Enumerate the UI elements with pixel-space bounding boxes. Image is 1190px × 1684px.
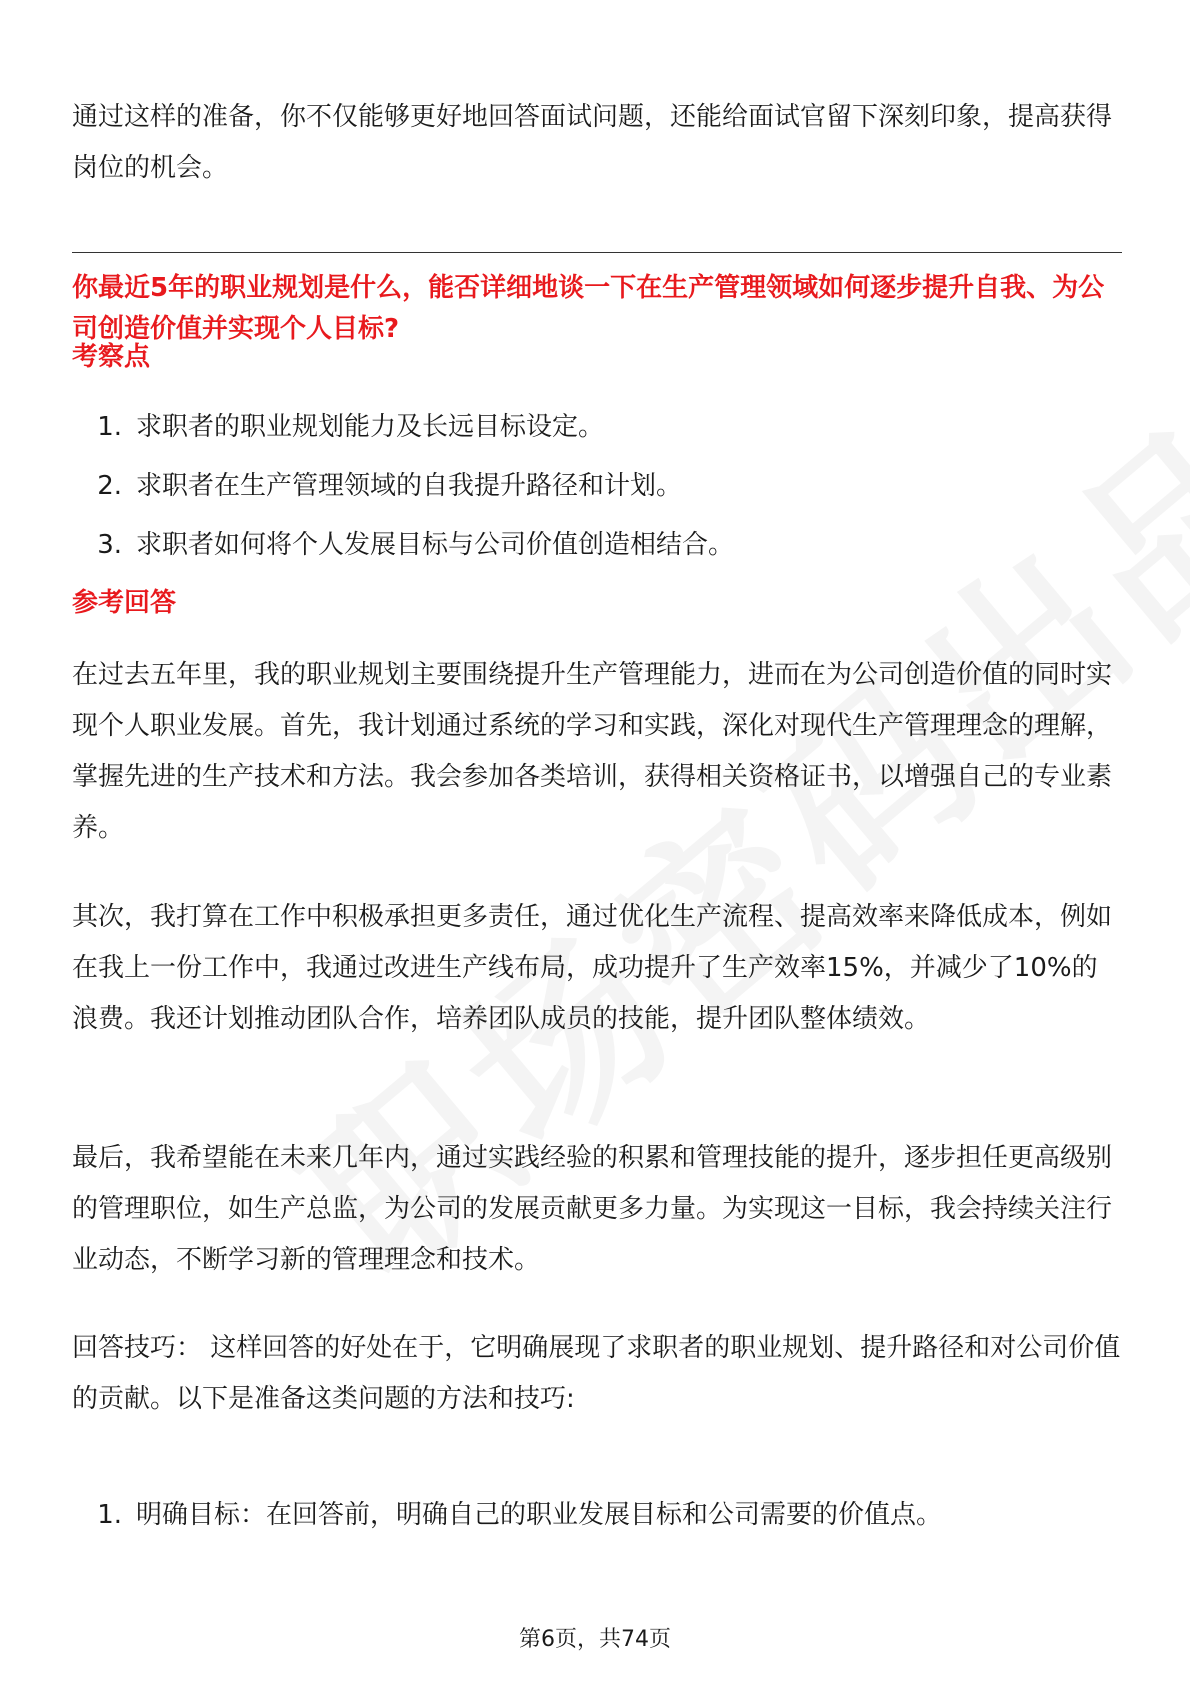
list-item-number: 1.	[97, 1500, 122, 1530]
answer-paragraph-3: 最后，我希望能在未来几年内，通过实践经验的积累和管理技能的提升，逐步担任更高级别的管理职位，如生产总监，为公司的发展贡献更多力量。为实现这一目标，我会持续关注行业动态，不断学习新的管理理念和技术。	[72, 1143, 1113, 1275]
section-divider	[72, 252, 1122, 253]
list-item-number: 2.	[97, 471, 122, 501]
assessment-title: 考察点	[72, 342, 151, 372]
answer-paragraph-2: 其次，我打算在工作中积极承担更多责任，通过优化生产流程、提高效率来降低成本，例如在我上一份工作中，我通过改进生产线布局，成功提升了生产效率15%，并减少了10%的浪费。我还计划推动团队合作，培养团队成员的技能，提升团队整体绩效。	[72, 902, 1113, 1034]
list-item	[72, 516, 1122, 575]
list-item	[72, 1486, 1122, 1545]
list-item	[72, 398, 1122, 457]
answer-tips-intro: 回答技巧： 这样回答的好处在于，它明确展现了求职者的职业规划、提升路径和对公司价值的贡献。以下是准备这类问题的方法和技巧:	[72, 1333, 1121, 1414]
list-item-text: 求职者如何将个人发展目标与公司价值创造相结合。	[136, 530, 735, 560]
list-item-text: 求职者在生产管理领域的自我提升路径和计划。	[136, 471, 683, 501]
list-item	[72, 457, 1122, 516]
answer-title: 参考回答	[72, 588, 177, 618]
list-item-number: 1.	[97, 412, 122, 442]
answer-paragraph-1: 在过去五年里，我的职业规划主要围绕提升生产管理能力，进而在为公司创造价值的同时实现个人职业发展。首先，我计划通过系统的学习和实践，深化对现代生产管理理念的理解，掌握先进的生产技术和方法。我会参加各类培训，获得相关资格证书，以增强自己的专业素养。	[72, 660, 1113, 843]
page-number: 第6页，共74页	[519, 1627, 671, 1652]
tips-list	[72, 1486, 1122, 1545]
intro-paragraph: 通过这样的准备，你不仅能够更好地回答面试问题，还能给面试官留下深刻印象，提高获得岗位的机会。	[72, 102, 1113, 183]
list-item-text: 求职者的职业规划能力及长远目标设定。	[136, 412, 605, 442]
list-item-text: 明确目标：在回答前，明确自己的职业发展目标和公司需要的价值点。	[136, 1500, 943, 1530]
list-item-number: 3.	[97, 530, 122, 560]
interview-question: 你最近5年的职业规划是什么，能否详细地谈一下在生产管理领域如何逐步提升自我、为公司创造价值并实现个人目标?	[72, 273, 1105, 344]
assessment-list	[72, 398, 1122, 575]
